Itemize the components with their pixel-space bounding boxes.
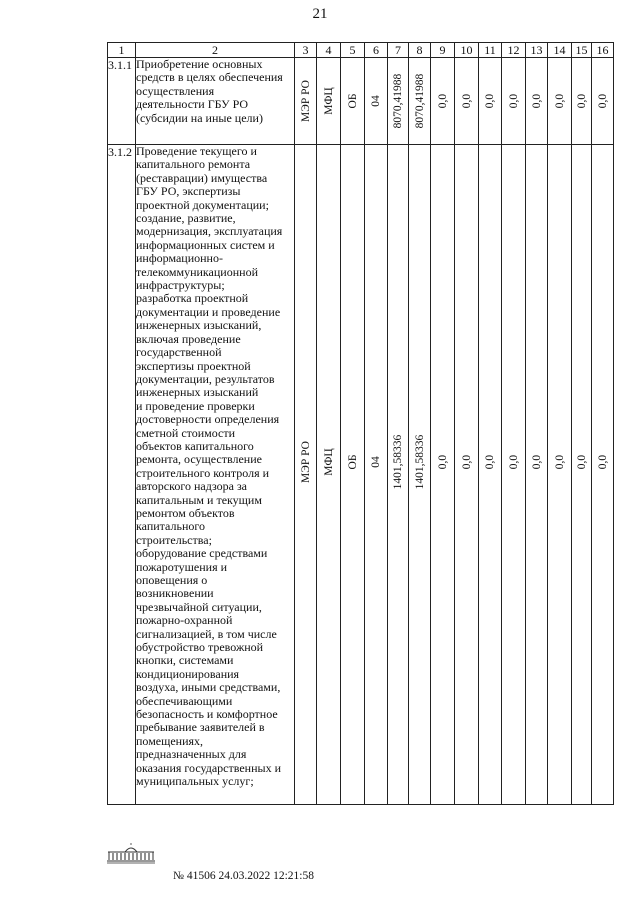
row-description bbox=[136, 145, 295, 805]
column-header: 6 bbox=[365, 43, 388, 58]
description-line: средств в целях обеспечения bbox=[136, 70, 283, 85]
description-line: (реставрации) имущества bbox=[136, 170, 268, 185]
total-cell bbox=[388, 58, 409, 145]
page-number: 21 bbox=[312, 6, 328, 22]
description-line: оборудование средствами bbox=[136, 546, 268, 561]
description-line: оповещения о bbox=[136, 573, 208, 587]
year-value: 0,0 bbox=[596, 93, 609, 109]
year-value-cell bbox=[409, 145, 431, 805]
column-header: 4 bbox=[317, 43, 341, 58]
description-line: помещениях, bbox=[136, 733, 204, 748]
description-line: ремонта, осуществление bbox=[136, 452, 262, 467]
description-line: предназначенных для bbox=[136, 747, 247, 762]
description-line: экспертизы проектной bbox=[136, 358, 251, 373]
total-value: 1401,58336 bbox=[392, 434, 404, 490]
participant-text: МФЦ bbox=[322, 448, 335, 476]
description-line: оказания государственных и bbox=[136, 760, 281, 775]
year-value-cell bbox=[572, 58, 592, 145]
table-row bbox=[108, 145, 614, 805]
year-value-cell bbox=[572, 145, 592, 805]
year-value: 0,0 bbox=[484, 93, 496, 109]
column-header: 10 bbox=[455, 43, 479, 58]
program-table bbox=[107, 42, 614, 805]
description-line: и проведение проверки bbox=[136, 398, 255, 413]
description-line: возникновении bbox=[136, 586, 214, 601]
year-value-cell bbox=[502, 58, 526, 145]
description-line: пожарно-охранной bbox=[136, 613, 233, 628]
year-value-cell bbox=[526, 145, 548, 805]
code-text: 04 bbox=[370, 456, 382, 468]
executor-cell bbox=[295, 145, 317, 805]
description-line: сигнализацией, в том числе bbox=[136, 626, 277, 641]
year-value: 0,0 bbox=[436, 93, 449, 109]
year-value-cell bbox=[455, 58, 479, 145]
description-line: пребывание заявителей в bbox=[136, 720, 265, 735]
participant-cell bbox=[317, 58, 341, 145]
column-header: 9 bbox=[431, 43, 455, 58]
column-header: 8 bbox=[409, 43, 431, 58]
description-line: пожаротушения и bbox=[136, 559, 228, 574]
description-line: инженерных изысканий, bbox=[136, 318, 262, 333]
year-value-cell bbox=[479, 145, 502, 805]
year-value: 0,0 bbox=[553, 454, 566, 470]
column-header: 15 bbox=[572, 43, 592, 58]
year-value-cell bbox=[455, 145, 479, 805]
year-value-cell bbox=[548, 145, 572, 805]
budget-source-text: ОБ bbox=[346, 93, 359, 109]
executor-text: МЭР РО bbox=[299, 80, 312, 122]
column-header: 5 bbox=[341, 43, 365, 58]
year-value: 0,0 bbox=[460, 93, 473, 109]
description-line: строительного контроля и bbox=[136, 465, 270, 480]
description-line: обеспечивающими bbox=[136, 693, 233, 708]
participant-text: МФЦ bbox=[322, 87, 335, 115]
description-line: строительства; bbox=[136, 532, 212, 547]
year-value: 0,0 bbox=[484, 454, 496, 470]
year-value: 0,0 bbox=[596, 454, 609, 470]
description-line: кондиционирования bbox=[136, 666, 240, 681]
description-line: достоверности определения bbox=[136, 412, 280, 427]
budget-source-cell bbox=[341, 145, 365, 805]
participant-cell bbox=[317, 145, 341, 805]
description-line: информационных систем и bbox=[136, 237, 275, 252]
government-building-logo bbox=[105, 843, 157, 865]
year-value-cell bbox=[548, 58, 572, 145]
year-value-cell bbox=[592, 58, 614, 145]
description-line: документации и проведение bbox=[136, 304, 281, 319]
description-line: инженерных изысканий bbox=[136, 385, 259, 400]
budget-source-cell bbox=[341, 58, 365, 145]
description-line: объектов капитального bbox=[136, 438, 254, 453]
year-value: 0,0 bbox=[575, 454, 588, 470]
column-header: 3 bbox=[295, 43, 317, 58]
total-cell bbox=[388, 145, 409, 805]
executor-cell bbox=[295, 58, 317, 145]
year-value-cell bbox=[409, 58, 431, 145]
column-header: 2 bbox=[136, 43, 295, 58]
description-line: модернизация, эксплуатация bbox=[136, 224, 283, 239]
year-value-cell bbox=[479, 58, 502, 145]
description-line: разработка проектной bbox=[136, 291, 249, 306]
description-line: безопасность и комфортное bbox=[136, 707, 278, 722]
year-value: 0,0 bbox=[575, 93, 588, 109]
year-value-cell bbox=[526, 58, 548, 145]
year-value-cell bbox=[502, 145, 526, 805]
description-line: кнопки, системами bbox=[136, 653, 234, 668]
description-line: чрезвычайной ситуации, bbox=[136, 599, 262, 614]
registration-stamp: № 41506 24.03.2022 12:21:58 bbox=[173, 870, 314, 882]
year-value: 0,0 bbox=[436, 454, 449, 470]
footer-stamp bbox=[105, 843, 157, 865]
column-header: 14 bbox=[548, 43, 572, 58]
year-value: 0,0 bbox=[553, 93, 566, 109]
description-line: капитального ремонта bbox=[136, 157, 251, 172]
column-header: 16 bbox=[592, 43, 614, 58]
year-value: 0,0 bbox=[507, 93, 520, 109]
year-value: 0,0 bbox=[530, 93, 543, 109]
row-number: 3.1.2 bbox=[108, 145, 136, 805]
description-line: осуществления bbox=[136, 83, 215, 98]
description-line: сметной стоимости bbox=[136, 425, 236, 440]
row-number: 3.1.1 bbox=[108, 58, 136, 145]
description-line: создание, развитие, bbox=[136, 211, 236, 226]
code-cell bbox=[365, 58, 388, 145]
year-value-cell bbox=[592, 145, 614, 805]
description-line: (субсидии на иные цели) bbox=[136, 110, 263, 125]
description-line: обустройство тревожной bbox=[136, 640, 264, 655]
column-header: 7 bbox=[388, 43, 409, 58]
description-line: капитального bbox=[136, 519, 205, 534]
year-value-cell bbox=[431, 145, 455, 805]
budget-source-text: ОБ bbox=[346, 454, 359, 470]
description-line: включая проведение bbox=[136, 331, 241, 346]
description-line: Проведение текущего и bbox=[136, 144, 257, 158]
column-header: 1 bbox=[108, 43, 136, 58]
description-line: проектной документации; bbox=[136, 197, 269, 212]
description-line: капитальным и текущим bbox=[136, 492, 262, 507]
year-value: 0,0 bbox=[507, 454, 520, 470]
description-line: ГБУ РО, экспертизы bbox=[136, 184, 241, 199]
year-value: 1401,58336 bbox=[413, 434, 426, 490]
description-line: инфраструктуры; bbox=[136, 278, 225, 293]
description-line: деятельности ГБУ РО bbox=[136, 97, 249, 112]
code-cell bbox=[365, 145, 388, 805]
year-value-cell bbox=[431, 58, 455, 145]
table-row bbox=[108, 58, 614, 145]
description-line: ремонтом объектов bbox=[136, 505, 235, 520]
description-line: воздуха, иными средствами, bbox=[136, 680, 281, 695]
description-line: Приобретение основных bbox=[136, 57, 263, 71]
column-header: 11 bbox=[479, 43, 502, 58]
total-value: 8070,41988 bbox=[392, 73, 404, 129]
code-text: 04 bbox=[370, 95, 382, 107]
year-value: 0,0 bbox=[530, 454, 543, 470]
description-line: муниципальных услуг; bbox=[136, 774, 254, 789]
description-line: информационно- bbox=[136, 251, 223, 266]
description-line: авторского надзора за bbox=[136, 479, 248, 494]
column-header: 12 bbox=[502, 43, 526, 58]
column-header: 13 bbox=[526, 43, 548, 58]
year-value: 8070,41988 bbox=[413, 73, 426, 129]
description-line: документации, результатов bbox=[136, 371, 275, 386]
executor-text: МЭР РО bbox=[299, 441, 312, 483]
description-line: государственной bbox=[136, 345, 222, 360]
row-description bbox=[136, 58, 295, 145]
year-value: 0,0 bbox=[460, 454, 473, 470]
column-number-row bbox=[108, 43, 614, 58]
description-line: телекоммуникационной bbox=[136, 264, 258, 279]
